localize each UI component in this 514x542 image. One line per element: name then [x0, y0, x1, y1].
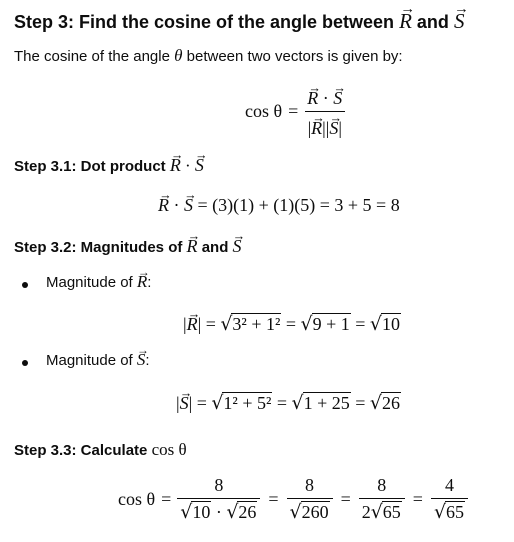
bullet-magnitude-s: Magnitude of → S: [46, 350, 150, 370]
fraction: $\frac{8}{√260}$ [287, 475, 333, 523]
bullet-marker [22, 360, 28, 366]
step3-2-heading: Step 3.2: Magnitudes of → R and → S [14, 236, 242, 257]
fraction: $\frac{8}{2√65}$ [359, 475, 405, 523]
fraction: $\frac{4}{√65}$ [431, 475, 468, 523]
final-cosine-equation: cos θ = $\frac{8}{√10 \cdot √26}$ = $\frac{8}{√260}$ = $\frac{8}{2√65}$ = $\frac{4}{√65}$ [118, 475, 468, 523]
dot-product-equation: → R · → S = (3)(1) + (1)(5) = 3 + 5 = 8 [158, 195, 400, 216]
vector-s: → S [454, 9, 465, 34]
sqrt: √1² + 5² [211, 392, 272, 414]
sqrt: √1 + 25 [291, 392, 350, 414]
vector-r: → R [399, 9, 412, 34]
sqrt: √26 [369, 392, 400, 414]
step3-1-heading: Step 3.1: Dot product → R · → S [14, 155, 204, 176]
magnitude-s-equation: |→ S| = √1² + 5² = √1 + 25 = √26 [176, 392, 401, 414]
bullet-marker [22, 282, 28, 288]
cosine-fraction: → $\frac{R \cdot \to S}{|\to R||\to S|}$ [304, 84, 345, 139]
cosine-formula: cos θ = → $\frac{R \cdot \to S}{|\to R||\to S|}$ [245, 84, 345, 139]
sqrt: √9 + 1 [300, 313, 350, 335]
step3-heading: Step 3: Find the cosine of the angle between → R and → S [14, 9, 464, 34]
intro-text: The cosine of the angle θ between two vectors is given by: [14, 46, 403, 65]
magnitude-r-equation: |→ R| = √3² + 1² = √9 + 1 = √10 [183, 313, 401, 335]
fraction: $\frac{8}{√10 \cdot √26}$ [177, 475, 260, 523]
bullet-magnitude-r: Magnitude of → R: [46, 272, 151, 292]
step3-3-heading: Step 3.3: Calculate cos θ [14, 440, 187, 459]
sqrt: √10 [369, 313, 400, 335]
sqrt: √3² + 1² [220, 313, 281, 335]
